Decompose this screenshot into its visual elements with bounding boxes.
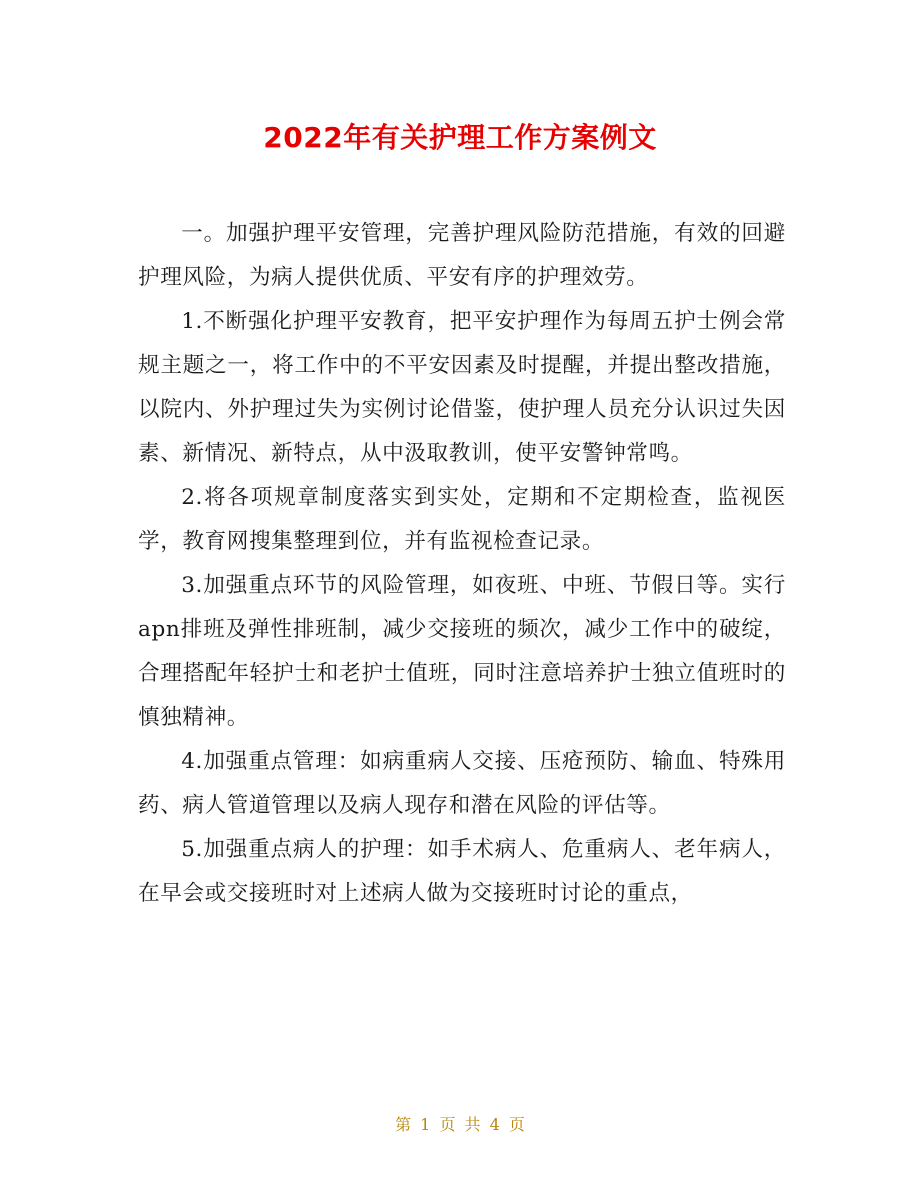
paragraph-5: 4.加强重点管理：如病重病人交接、压疮预防、输血、特殊用药、病人管道管理以及病人现存和潜在风险的评估等。 bbox=[138, 749, 786, 818]
paragraph-6: 5.加强重点病人的护理：如手术病人、危重病人、老年病人，在早会或交接班时对上述病人做为交接班时讨论的重点， bbox=[138, 837, 786, 906]
document-title: 2022年有关护理工作方案例文 bbox=[263, 121, 657, 154]
document-body bbox=[138, 212, 786, 916]
paragraph-3: 2.将各项规章制度落实到实处，定期和不定期检查，监视医学，教育网搜集整理到位，并有监视检查记录。 bbox=[138, 485, 786, 554]
page-footer: 第 1 页 共 4 页 bbox=[395, 1115, 525, 1134]
paragraph-1: 一。加强护理平安管理，完善护理风险防范措施，有效的回避护理风险，为病人提供优质、平安有序的护理效劳。 bbox=[138, 221, 786, 290]
paragraph-2: 1.不断强化护理平安教育，把平安护理作为每周五护士例会常规主题之一，将工作中的不平安因素及时提醒，并提出整改措施，以院内、外护理过失为实例讨论借鉴，使护理人员充分认识过失因素、新情况、新特点，从中汲取教训，使平安警钟常鸣。 bbox=[138, 309, 786, 466]
paragraph-4: 3.加强重点环节的风险管理，如夜班、中班、节假日等。实行apn排班及弹性排班制，减少交接班的频次，减少工作中的破绽，合理搭配年轻护士和老护士值班，同时注意培养护士独立值班时的慎独精神。 bbox=[138, 573, 786, 730]
